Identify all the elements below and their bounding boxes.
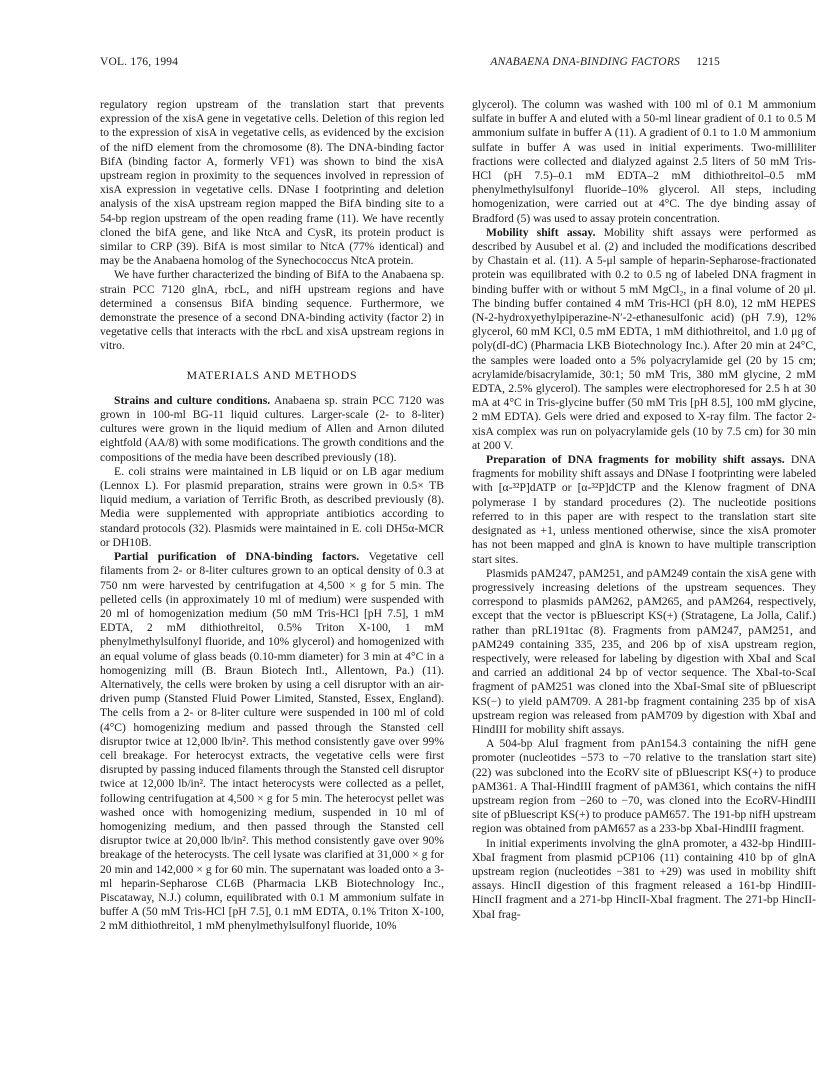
journal-volume: VOL. 176, 1994	[100, 56, 179, 68]
paragraph-heading: Partial purification of DNA-binding factors.	[114, 550, 360, 564]
paragraph: We have further characterized the binding of BifA to the Anabaena sp. strain PCC 7120 glnA, rbcL, and nifH upstream regions and have determined a consensus BifA binding sequence. Furthermore, we demonstrate the presence of a second DNA-binding activity (factor 2) in vegetative cells that interacts with the rbcL and xisA upstream regions in vitro.	[100, 268, 444, 353]
running-header	[100, 56, 720, 74]
paragraph: In initial experiments involving the glnA promoter, a 432-bp HindIII-XbaI fragment from plasmid pCP106 (11) containing 410 bp of glnA upstream region (nucleotides −381 to +29) was used in mobility shift assays. HincII digestion of this fragment released a 161-bp HindIII-HincII fragment and a 271-bp HincII-XbaI fragment. The 271-bp HincII-XbaI frag-	[472, 836, 816, 921]
paragraph-text: DNA fragments for mobility shift assays and DNase I footprinting were labeled with [α-³²P]dATP or [α-³²P]dCTP and the Klenow fragment of DNA polymerase I by standard procedures (2). The nucleotide positions referred to in this paper are with respect to the translation start site designated as +1, unless mentioned otherwise, since the xisA promoter has not been mapped and glnA is known to have multiple transcription start sites.	[472, 453, 816, 566]
paragraph: A 504-bp AluI fragment from pAn154.3 containing the nifH gene promoter (nucleotides −573 to −70 relative to the translation start site) (22) was subcloned into the EcoRV site of pBluescript KS(+) to produce pAM361. A ThaI-HindIII fragment of pAM361, which contains the nifH upstream region from −260 to −70, was cloned into the EcoRV-HindIII site of pBluescript KS(+) to produce pAM657. The 191-bp nifH upstream region was obtained from pAM657 as a 233-bp XbaI-HindIII fragment.	[472, 737, 816, 836]
paragraph: Plasmids pAM247, pAM251, and pAM249 contain the xisA gene with progressively increasing deletions of the upstream sequences. They correspond to plasmids pAM262, pAM265, and pAM264, respectively, except that the vector is pBluescript KS(+) (Stratagene, La Jolla, Calif.) rather than pRL191tac (8). Fragments from pAM247, pAM251, and pAM249 containing 335, 235, and 206 bp of xisA upstream region, respectively, were released for labeling by digestion with XbaI and ScaI and carried an additional 24 bp of vector sequence. The XbaI-to-ScaI fragment of pAM251 was cloned into the XbaI-SmaI site of pBluescript KS(−) to yield pAM709. A 281-bp fragment containing 235 bp of xisA upstream region was released from pAM709 by digestion with XbaI and HindIII for mobility shift assays.	[472, 566, 816, 736]
running-title: ANABAENA DNA-BINDING FACTORS	[490, 56, 680, 68]
section-title: MATERIALS AND METHODS	[186, 367, 358, 382]
paragraph	[100, 550, 444, 933]
left-column	[100, 98, 444, 934]
paragraph-text: Anabaena sp. strain PCC 7120 was grown in 100-ml BG-11 liquid cultures. Larger-scale (2- to 8-liter) cultures were grown in the liquid medium of Allen and Arnon diluted eightfold (AA/8) with some modifications. The growth conditions and the compositions of the media have been described previously (18).	[100, 393, 444, 464]
paragraph: E. coli strains were maintained in LB liquid or on LB agar medium (Lennox L). For plasmid preparation, strains were grown in 0.5× TB liquid medium, a variation of Terrific Broth, as described previously (8). Media were supplemented with appropriate antibiotics according to standard protocols (32). Plasmids were maintained in E. coli DH5α-MCR or DH10B.	[100, 464, 444, 549]
paragraph	[472, 226, 816, 453]
paragraph: regulatory region upstream of the translation start that prevents expression of the xisA gene in vegetative cells. Deletion of this region led to the expression of xisA in vegetative cells, as evidenced by the excision of the nifD element from the chromosome (8). The DNA-binding factor BifA (binding factor A, formerly VF1) was shown to bind the xisA upstream region in proximity to the sequences involved in repression of xisA expression in vegetative cells. DNase I footprinting and deletion analysis of the xisA upstream region mapped the BifA binding site to a 54-bp region upstream of the open reading frame (11). We have recently cloned the bifA gene, and like NtcA and CysR, its protein product is similar to CRP (39). BifA is most similar to NtcA (77% identical) and may be the Anabaena homolog of the Synechococcus NtcA protein.	[100, 98, 444, 268]
paragraph: glycerol). The column was washed with 100 ml of 0.1 M ammonium sulfate in buffer A and eluted with a 50-ml linear gradient of 0.1 to 0.5 M ammonium sulfate in buffer A (11). A gradient of 0.1 to 1.0 M ammonium sulfate in buffer A was used in initial experiments. Two-milliliter fractions were collected and dialyzed against 2.5 liters of 50 mM Tris-HCl (pH 7.5)–0.1 mM EDTA–2 mM dithiothreitol–0.5 mM phenylmethylsulfonyl fluoride–10% glycerol. All steps, including homogenization, were carried out at 4°C. The dye binding assay of Bradford (5) was used to assay protein concentration.	[472, 98, 816, 225]
paragraph-text: Vegetative cell filaments from 2- or 8-liter cultures grown to an optical density of 0.3 at 750 nm were harvested by centrifugation at 4,500 × g for 5 min. The pelleted cells (in approximately 10 ml of medium) were suspended with 20 ml of homogenization medium (50 mM Tris-HCl [pH 7.5], 1 mM EDTA, 2 mM dithiothreitol, 0.5% Triton X-100, 1 mM phenylmethylsulfonyl fluoride, and 10% glycerol) and homogenized with an equal volume of glass beads (0.10-mm diameter) for 3 min at 4°C in a homogenizing mill (B. Braun Biotech Intl., Allentown, Pa.) (11). Alternatively, the cells were broken by using a cell disruptor with an air-driven pump (Stansted Fluid Power Limited, Stansted, Essex, England). The cells from a 2- or 8-liter culture were suspended in 100 ml of cold (4°C) homogenizing medium and passed through the Stansted cell disruptor twice at 12,000 lb/in². This method consistently gave over 99% cell breakage. For heterocyst extracts, the vegetative cells were first disrupted by passing induced filaments through the Stansted cell disruptor twice at 12,000 lb/in². The intact heterocysts were collected as a pellet, following centrifugation at 4,500 × g for 5 min. The heterocyst pellet was washed once with homogenizing medium, suspended in 10 ml of homogenizing medium, and then passed through the Stansted cell disruptor twice at 20,000 lb/in². This method consistently gave over 90% breakage of the heterocysts. The cell lysate was clarified at 31,000 × g for 20 min and 142,000 × g for 60 min. The supernatant was loaded onto a 3-ml heparin-Sepharose CL6B (Pharmacia LKB Biotechnology Inc., Piscataway, N.J.) column, equilibrated with 0.1 M ammonium sulfate in buffer A (50 mM Tris-HCl [pH 7.5], 0.1 mM EDTA, 0.1% Triton X-100, 2 mM dithiothreitol, 1 mM phenylmethylsulfonyl fluoride, 10%	[100, 550, 444, 933]
paragraph-heading: Preparation of DNA fragments for mobility shift assays.	[486, 453, 785, 467]
right-column	[472, 98, 816, 922]
page-number: 1215	[696, 56, 720, 68]
paragraph-text: Mobility shift assays were performed as described by Ausubel et al. (2) and included the modifications described by Chastain et al. (11). A 5-μl sample of heparin-Sepharose-fractionated protein was equilibrated with 0.2 to 0.5 ng of labeled DNA fragment in binding buffer with or without 5 mM MgCl₂, in a final volume of 20 μl. The binding buffer contained 4 mM Tris-HCl (pH 8.0), 12 mM HEPES (N-2-hydroxyethylpiperazine-N′-2-ethanesulfonic acid) (pH 7.9), 12% glycerol, 60 mM KCl, 0.5 mM EDTA, 1 mM dithiothreitol, and 1.0 μg of poly(dI-dC) (Pharmacia LKB Biotechnology Inc.). After 20 min at 24°C, the samples were loaded onto a 5% polyacrylamide gel (20 by 15 cm; acrylamide/bisacrylamide, 30:1; 50 mM Tris, 380 mM glycine, 2 mM EDTA, 2.5% glycerol). The samples were electrophoresed for 2.5 h at 30 mA at 4°C in Tris-glycine buffer (50 mM Tris [pH 8.5], 100 mM glycine, 2 mM EDTA). Gels were dried and exposed to X-ray film. The factor 2-xisA complex was run on polyacrylamide gels (10 by 7.5 cm) for 30 min at 200 V.	[472, 225, 816, 452]
paragraph	[472, 453, 816, 567]
paragraph-heading: Mobility shift assay.	[486, 225, 596, 239]
paragraph-heading: Strains and culture conditions.	[114, 393, 271, 407]
paragraph	[100, 394, 444, 465]
